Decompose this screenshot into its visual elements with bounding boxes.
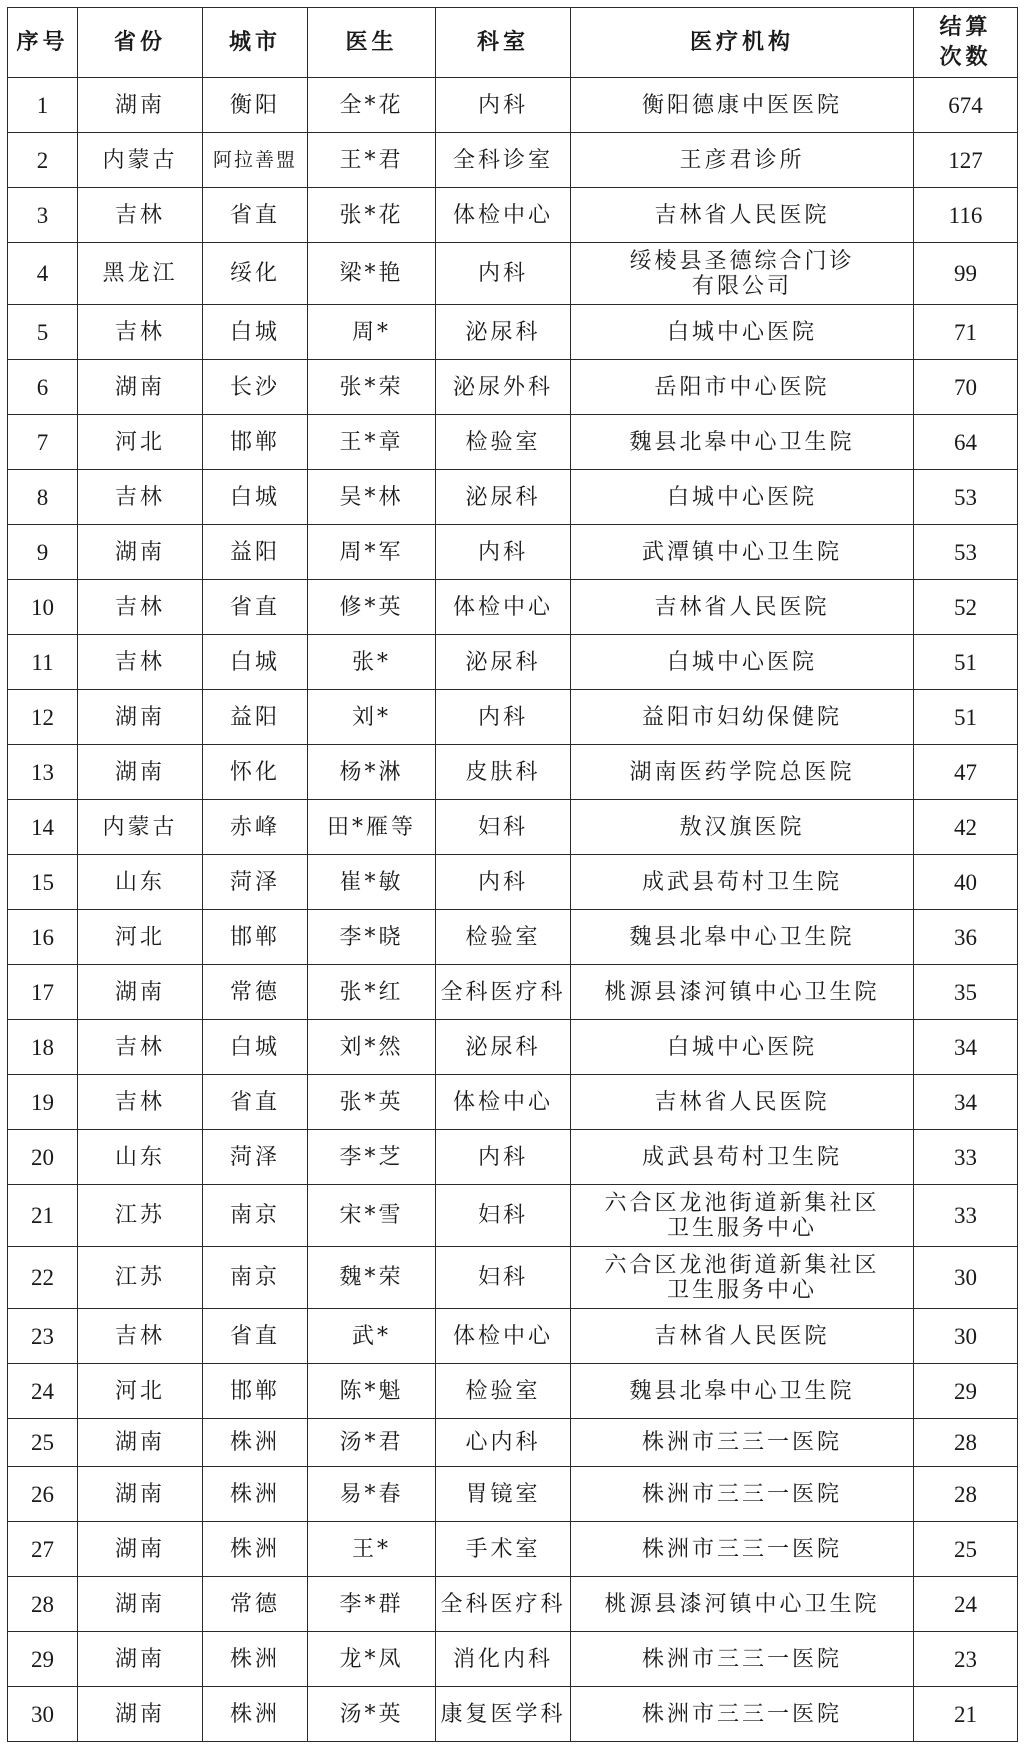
cell-department: 胃镜室 [436,1467,571,1522]
cell-province: 山东 [78,855,203,910]
cell-city: 省直 [203,1309,308,1364]
cell-department: 检验室 [436,1364,571,1419]
cell-settlement-count: 34 [914,1075,1018,1130]
cell-doctor: 陈*魁 [308,1364,436,1419]
cell-settlement-count: 35 [914,965,1018,1020]
institution-line-1: 成武县苟村卫生院 [641,869,842,895]
cell-city: 南京 [203,1185,308,1247]
cell-department: 皮肤科 [436,745,571,800]
cell-settlement-count: 40 [914,855,1018,910]
institution-line-1: 衡阳德康中医医院 [641,92,842,118]
cell-department: 检验室 [436,415,571,470]
cell-index: 2 [8,133,78,188]
cell-city: 绥化 [203,243,308,305]
table-body [8,78,1018,1742]
cell-city: 衡阳 [203,78,308,133]
cell-doctor: 李*芝 [308,1130,436,1185]
cell-doctor: 周* [308,305,436,360]
cell-province: 河北 [78,1364,203,1419]
cell-index: 21 [8,1185,78,1247]
cell-city: 菏泽 [203,1130,308,1185]
cell-department: 手术室 [436,1522,571,1577]
cell-doctor: 龙*凤 [308,1632,436,1687]
cell-index: 15 [8,855,78,910]
header-count-line1: 结算 [939,14,992,40]
cell-city: 菏泽 [203,855,308,910]
cell-doctor: 张*英 [308,1075,436,1130]
cell-doctor: 宋*雪 [308,1185,436,1247]
institution-line-1: 白城中心医院 [666,319,817,345]
institution-line-1: 魏县北皋中心卫生院 [629,429,855,455]
institution-line-1: 益阳市妇幼保健院 [641,704,842,730]
cell-index: 27 [8,1522,78,1577]
cell-department: 心内科 [436,1419,571,1467]
header-doctor: 医生 [308,8,436,78]
table-row [8,690,1018,745]
table-row [8,1020,1018,1075]
cell-doctor: 杨*淋 [308,745,436,800]
cell-doctor: 刘* [308,690,436,745]
cell-settlement-count: 24 [914,1577,1018,1632]
cell-doctor: 张* [308,635,436,690]
cell-city: 怀化 [203,745,308,800]
cell-settlement-count: 34 [914,1020,1018,1075]
cell-settlement-count: 33 [914,1130,1018,1185]
cell-department: 泌尿科 [436,1020,571,1075]
cell-city: 白城 [203,470,308,525]
cell-department: 泌尿外科 [436,360,571,415]
cell-settlement-count: 21 [914,1687,1018,1742]
cell-institution [571,133,914,188]
cell-index: 17 [8,965,78,1020]
table-row [8,188,1018,243]
cell-department: 妇科 [436,800,571,855]
cell-settlement-count: 99 [914,243,1018,305]
cell-settlement-count: 25 [914,1522,1018,1577]
cell-city: 株洲 [203,1419,308,1467]
cell-settlement-count: 70 [914,360,1018,415]
institution-line-2: 卫生服务中心 [666,1277,817,1303]
header-count-line2: 次数 [939,44,992,70]
cell-province: 江苏 [78,1247,203,1309]
cell-index: 1 [8,78,78,133]
cell-province: 河北 [78,910,203,965]
table-row [8,855,1018,910]
institution-line-1: 魏县北皋中心卫生院 [629,924,855,950]
institution-line-1: 白城中心医院 [666,484,817,510]
cell-department: 体检中心 [436,1309,571,1364]
cell-index: 23 [8,1309,78,1364]
cell-province: 吉林 [78,188,203,243]
cell-city: 省直 [203,188,308,243]
cell-doctor: 梁*艳 [308,243,436,305]
header-city: 城市 [203,8,308,78]
cell-province: 吉林 [78,1075,203,1130]
header-settlement-count [914,8,1018,78]
cell-settlement-count: 64 [914,415,1018,470]
cell-institution [571,965,914,1020]
cell-settlement-count: 53 [914,470,1018,525]
table-row [8,745,1018,800]
cell-settlement-count: 71 [914,305,1018,360]
table-row [8,415,1018,470]
table-row [8,1467,1018,1522]
cell-index: 12 [8,690,78,745]
institution-line-1: 白城中心医院 [666,649,817,675]
header-province: 省份 [78,8,203,78]
institution-line-1: 武潭镇中心卫生院 [641,539,842,565]
cell-department: 内科 [436,855,571,910]
table-row [8,78,1018,133]
cell-index: 13 [8,745,78,800]
cell-province: 吉林 [78,635,203,690]
cell-province: 内蒙古 [78,800,203,855]
cell-city: 白城 [203,1020,308,1075]
cell-city: 株洲 [203,1632,308,1687]
cell-province: 湖南 [78,78,203,133]
institution-line-1: 岳阳市中心医院 [654,374,830,400]
cell-department: 内科 [436,78,571,133]
cell-doctor: 汤*英 [308,1687,436,1742]
cell-province: 吉林 [78,1309,203,1364]
cell-institution [571,188,914,243]
cell-province: 内蒙古 [78,133,203,188]
cell-province: 吉林 [78,470,203,525]
cell-index: 24 [8,1364,78,1419]
table-row [8,635,1018,690]
cell-settlement-count: 29 [914,1364,1018,1419]
cell-institution [571,1020,914,1075]
cell-city: 邯郸 [203,415,308,470]
cell-department: 消化内科 [436,1632,571,1687]
cell-province: 湖南 [78,1632,203,1687]
cell-index: 25 [8,1419,78,1467]
cell-province: 河北 [78,415,203,470]
cell-settlement-count: 42 [914,800,1018,855]
cell-institution [571,1075,914,1130]
cell-settlement-count: 51 [914,635,1018,690]
cell-doctor: 刘*然 [308,1020,436,1075]
cell-province: 湖南 [78,1522,203,1577]
table-row [8,1309,1018,1364]
cell-index: 8 [8,470,78,525]
institution-line-1: 湖南医药学院总医院 [629,759,855,785]
cell-institution [571,525,914,580]
cell-doctor: 张*红 [308,965,436,1020]
cell-settlement-count: 52 [914,580,1018,635]
institution-line-1: 吉林省人民医院 [654,1089,830,1115]
cell-institution [571,745,914,800]
cell-institution [571,1309,914,1364]
cell-department: 妇科 [436,1185,571,1247]
cell-province: 湖南 [78,965,203,1020]
cell-department: 泌尿科 [436,305,571,360]
cell-institution [571,1247,914,1309]
cell-index: 18 [8,1020,78,1075]
table-row [8,1522,1018,1577]
table-row [8,133,1018,188]
institution-line-1: 吉林省人民医院 [654,202,830,228]
cell-department: 全科诊室 [436,133,571,188]
cell-doctor: 李*群 [308,1577,436,1632]
institution-line-1: 六合区龙池街道新集社区 [604,1190,880,1216]
header-department: 科室 [436,8,571,78]
cell-institution [571,78,914,133]
cell-department: 体检中心 [436,1075,571,1130]
cell-city: 株洲 [203,1522,308,1577]
cell-doctor: 吴*林 [308,470,436,525]
cell-city: 益阳 [203,690,308,745]
cell-index: 29 [8,1632,78,1687]
cell-doctor: 崔*敏 [308,855,436,910]
table-row [8,1419,1018,1467]
institution-line-2: 有限公司 [691,273,792,299]
table-row [8,800,1018,855]
cell-doctor: 王*君 [308,133,436,188]
cell-city: 南京 [203,1247,308,1309]
table-row [8,470,1018,525]
header-institution: 医疗机构 [571,8,914,78]
institution-line-1: 株洲市三三一医院 [641,1646,842,1672]
table-row [8,1185,1018,1247]
cell-doctor: 武* [308,1309,436,1364]
table-row [8,1632,1018,1687]
cell-settlement-count: 127 [914,133,1018,188]
cell-doctor: 田*雁等 [308,800,436,855]
cell-province: 山东 [78,1130,203,1185]
cell-index: 28 [8,1577,78,1632]
cell-city: 株洲 [203,1687,308,1742]
cell-department: 泌尿科 [436,635,571,690]
table-row [8,243,1018,305]
cell-province: 吉林 [78,580,203,635]
cell-city: 常德 [203,965,308,1020]
cell-department: 康复医学科 [436,1687,571,1742]
cell-city: 长沙 [203,360,308,415]
cell-settlement-count: 28 [914,1467,1018,1522]
institution-line-2: 卫生服务中心 [666,1215,817,1241]
cell-department: 内科 [436,690,571,745]
institution-line-1: 株洲市三三一医院 [641,1430,842,1455]
cell-doctor: 汤*君 [308,1419,436,1467]
cell-institution [571,305,914,360]
cell-settlement-count: 674 [914,78,1018,133]
cell-province: 湖南 [78,360,203,415]
cell-doctor: 王*章 [308,415,436,470]
table-row [8,1247,1018,1309]
cell-city: 邯郸 [203,910,308,965]
cell-department: 全科医疗科 [436,1577,571,1632]
cell-department: 体检中心 [436,188,571,243]
institution-line-1: 魏县北皋中心卫生院 [629,1378,855,1404]
institution-line-1: 成武县苟村卫生院 [641,1144,842,1170]
cell-institution [571,1632,914,1687]
cell-index: 26 [8,1467,78,1522]
cell-province: 湖南 [78,1577,203,1632]
cell-institution [571,1419,914,1467]
cell-settlement-count: 36 [914,910,1018,965]
cell-doctor: 张*荣 [308,360,436,415]
cell-department: 内科 [436,1130,571,1185]
cell-department: 检验室 [436,910,571,965]
cell-institution [571,360,914,415]
cell-institution [571,243,914,305]
settlement-table-sheet [7,7,1018,1742]
table-row [8,965,1018,1020]
cell-department: 泌尿科 [436,470,571,525]
cell-city: 省直 [203,1075,308,1130]
cell-department: 内科 [436,525,571,580]
cell-department: 体检中心 [436,580,571,635]
cell-province: 湖南 [78,745,203,800]
table-row [8,1075,1018,1130]
table-row [8,1130,1018,1185]
cell-doctor: 全*花 [308,78,436,133]
cell-doctor: 张*花 [308,188,436,243]
cell-institution [571,415,914,470]
cell-department: 妇科 [436,1247,571,1309]
cell-institution [571,690,914,745]
cell-city: 省直 [203,580,308,635]
cell-settlement-count: 47 [914,745,1018,800]
institution-line-1: 吉林省人民医院 [654,594,830,620]
cell-institution [571,910,914,965]
cell-province: 湖南 [78,1687,203,1742]
cell-city: 益阳 [203,525,308,580]
cell-institution [571,1467,914,1522]
cell-institution [571,1522,914,1577]
cell-settlement-count: 30 [914,1247,1018,1309]
table-row [8,360,1018,415]
cell-doctor: 易*春 [308,1467,436,1522]
table-row [8,305,1018,360]
cell-institution [571,1130,914,1185]
cell-settlement-count: 23 [914,1632,1018,1687]
header-index: 序号 [8,8,78,78]
cell-index: 11 [8,635,78,690]
cell-index: 20 [8,1130,78,1185]
institution-line-1: 桃源县漆河镇中心卫生院 [604,979,880,1005]
cell-index: 5 [8,305,78,360]
cell-city: 常德 [203,1577,308,1632]
cell-index: 14 [8,800,78,855]
cell-city: 株洲 [203,1467,308,1522]
cell-settlement-count: 51 [914,690,1018,745]
cell-index: 19 [8,1075,78,1130]
cell-index: 9 [8,525,78,580]
cell-province: 湖南 [78,1467,203,1522]
cell-institution [571,855,914,910]
table-row [8,1577,1018,1632]
cell-index: 7 [8,415,78,470]
cell-settlement-count: 28 [914,1419,1018,1467]
cell-city: 白城 [203,635,308,690]
cell-province: 湖南 [78,690,203,745]
cell-province: 吉林 [78,305,203,360]
cell-province: 黑龙江 [78,243,203,305]
cell-institution [571,1577,914,1632]
institution-line-1: 株洲市三三一医院 [641,1536,842,1562]
cell-index: 6 [8,360,78,415]
table-row [8,580,1018,635]
table-row [8,525,1018,580]
table-row [8,910,1018,965]
institution-line-1: 桃源县漆河镇中心卫生院 [604,1591,880,1617]
cell-index: 4 [8,243,78,305]
cell-settlement-count: 30 [914,1309,1018,1364]
cell-institution [571,1364,914,1419]
cell-doctor: 魏*荣 [308,1247,436,1309]
cell-province: 湖南 [78,525,203,580]
table-row [8,1687,1018,1742]
cell-institution [571,1687,914,1742]
cell-institution [571,580,914,635]
cell-doctor: 王* [308,1522,436,1577]
cell-city: 赤峰 [203,800,308,855]
cell-doctor: 周*军 [308,525,436,580]
cell-index: 30 [8,1687,78,1742]
cell-institution [571,470,914,525]
institution-line-1: 六合区龙池街道新集社区 [604,1252,880,1278]
institution-line-1: 王彦君诊所 [679,147,805,173]
cell-index: 22 [8,1247,78,1309]
cell-province: 吉林 [78,1020,203,1075]
cell-doctor: 李*晓 [308,910,436,965]
cell-institution [571,1185,914,1247]
cell-institution [571,800,914,855]
cell-settlement-count: 53 [914,525,1018,580]
cell-settlement-count: 116 [914,188,1018,243]
settlement-table [7,7,1018,1742]
cell-city: 白城 [203,305,308,360]
institution-line-1: 绥棱县圣德综合门诊 [629,248,855,274]
cell-settlement-count: 33 [914,1185,1018,1247]
cell-department: 全科医疗科 [436,965,571,1020]
cell-province: 江苏 [78,1185,203,1247]
cell-province: 湖南 [78,1419,203,1467]
cell-index: 10 [8,580,78,635]
institution-line-1: 吉林省人民医院 [654,1323,830,1349]
institution-line-1: 白城中心医院 [666,1034,817,1060]
cell-doctor: 修*英 [308,580,436,635]
cell-index: 16 [8,910,78,965]
institution-line-1: 株洲市三三一医院 [641,1481,842,1507]
institution-line-1: 株洲市三三一医院 [641,1701,842,1727]
cell-city: 邯郸 [203,1364,308,1419]
cell-department: 内科 [436,243,571,305]
cell-institution [571,635,914,690]
table-header-row [8,8,1018,78]
institution-line-1: 敖汉旗医院 [679,814,805,840]
cell-city: 阿拉善盟 [203,133,308,188]
cell-index: 3 [8,188,78,243]
table-row [8,1364,1018,1419]
